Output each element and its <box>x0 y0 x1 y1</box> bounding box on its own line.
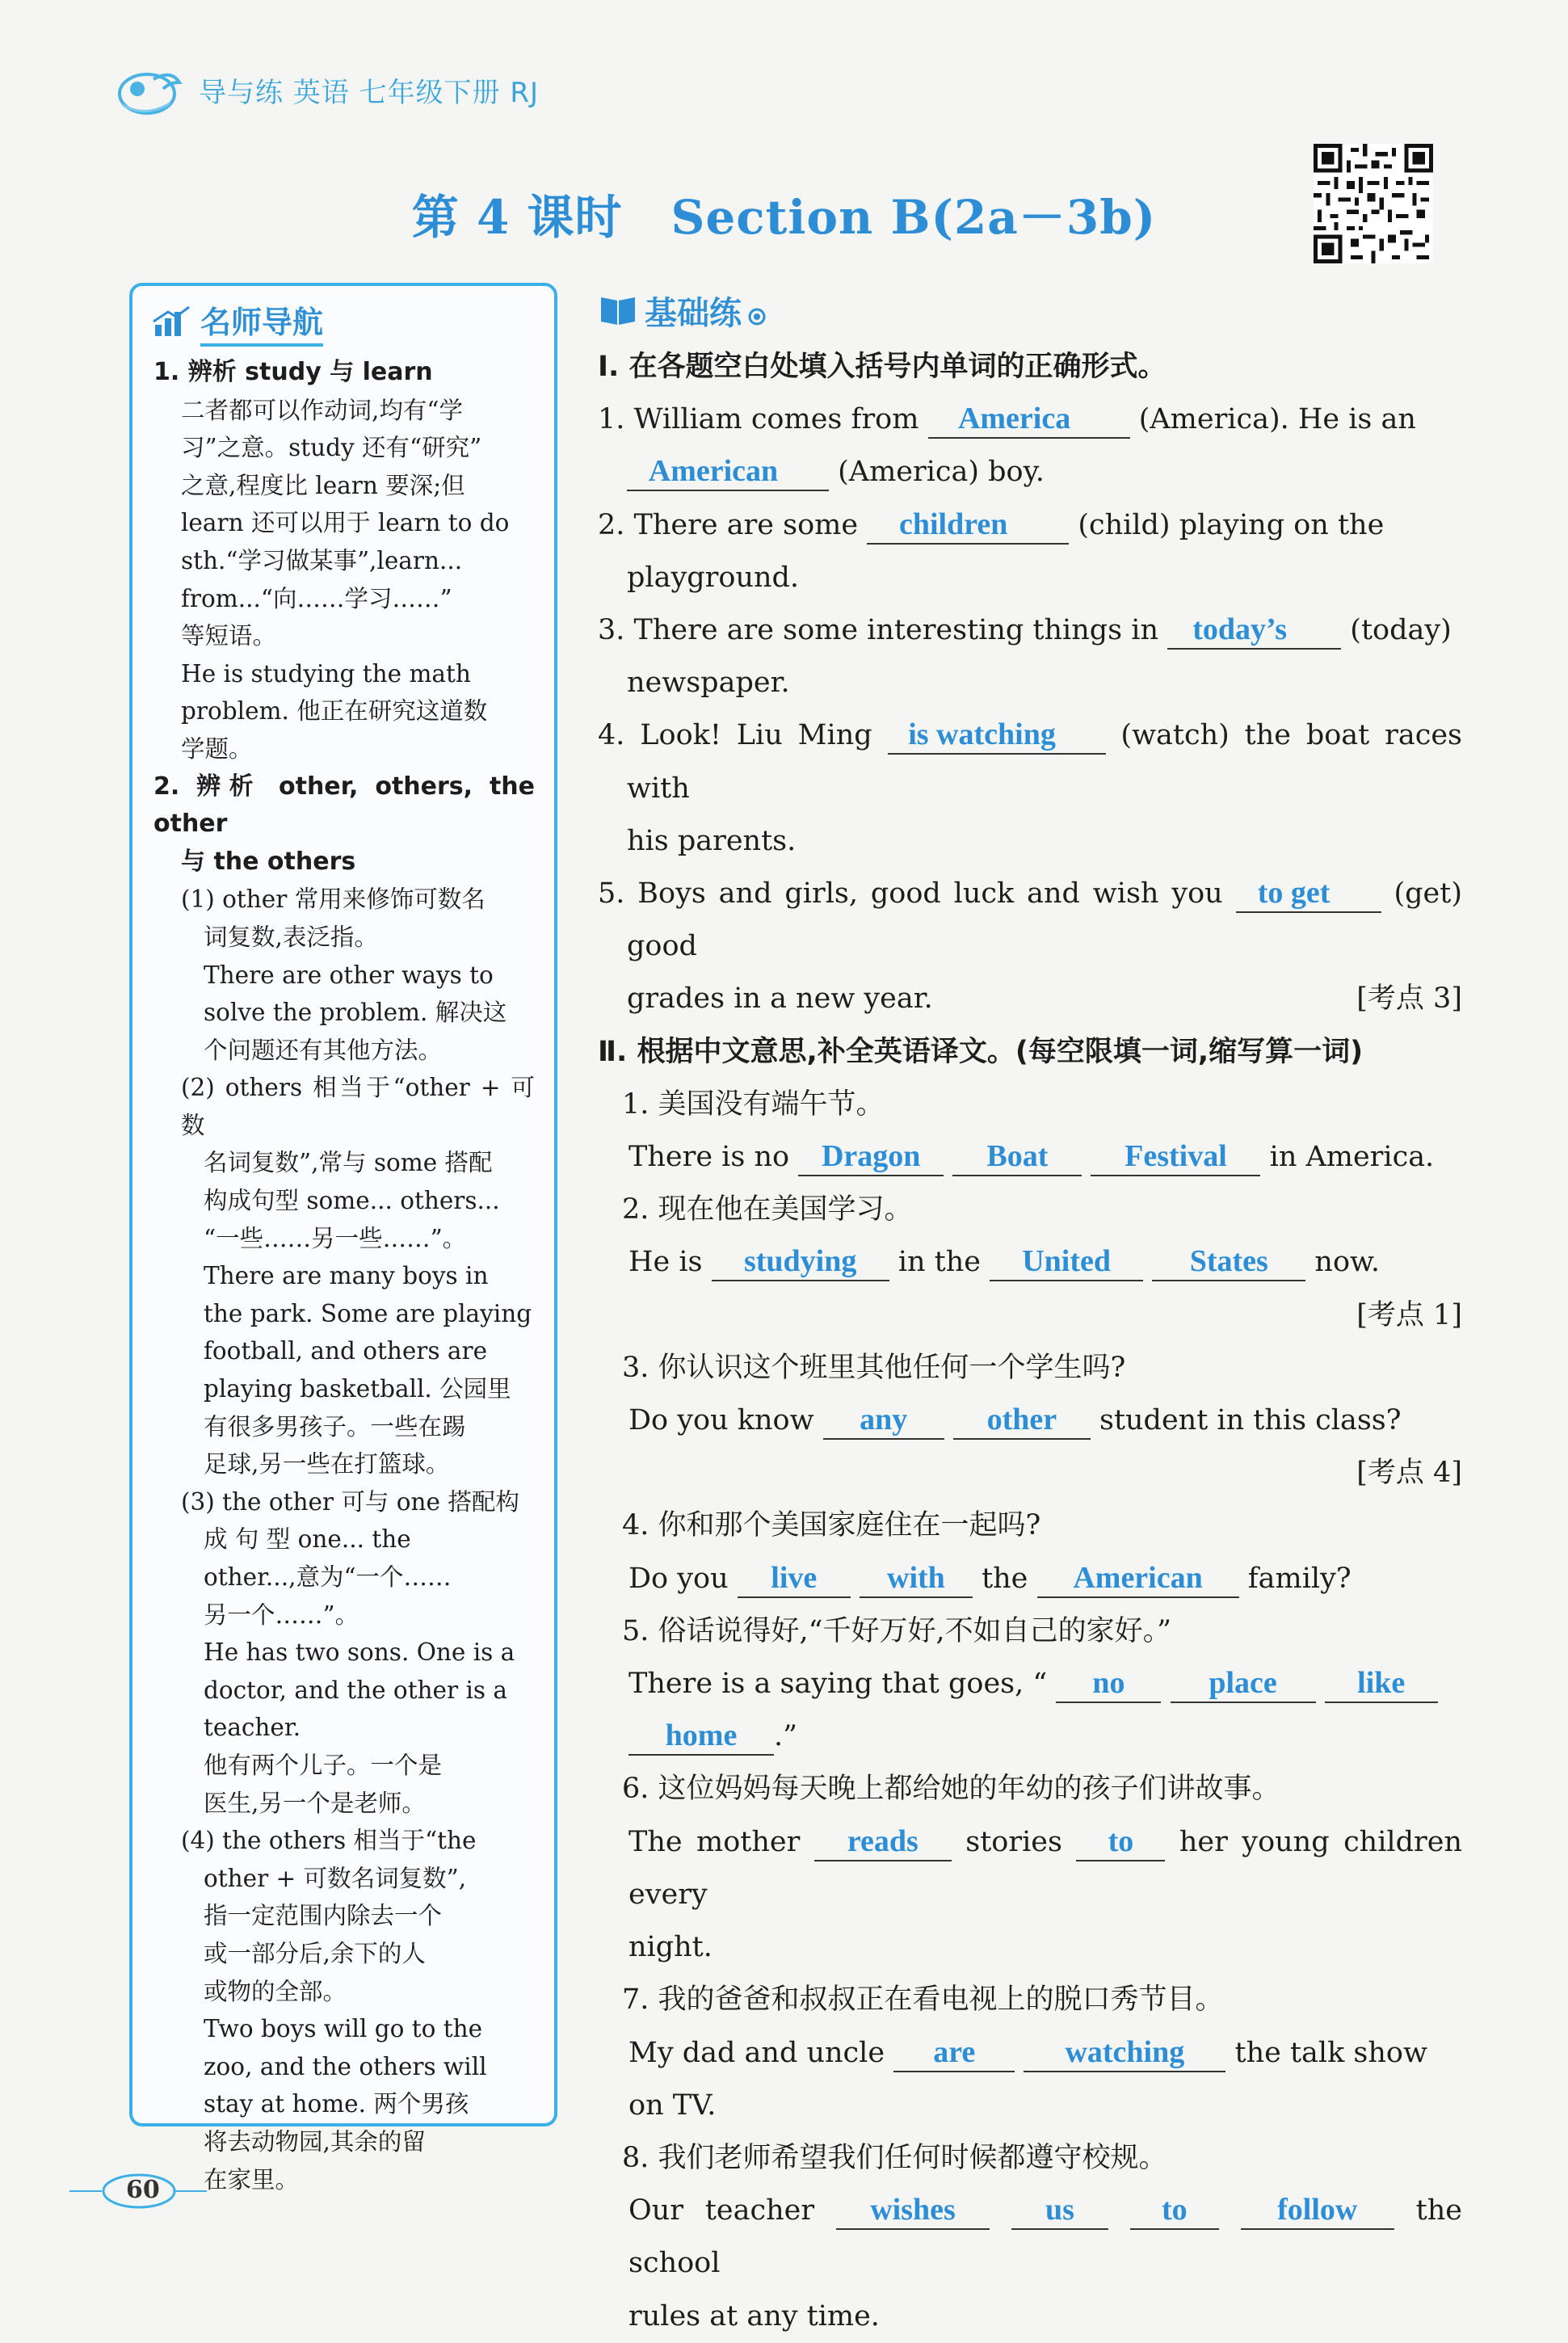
guide-example: problem. 他正在研究这道数 <box>181 697 488 726</box>
answer-blank[interactable]: American <box>1037 1559 1239 1598</box>
question-text: There is a saying that goes, “ <box>628 1668 1048 1701</box>
question-text: My dad and uncle <box>628 2036 885 2069</box>
answer-blank[interactable]: to <box>1130 2191 1219 2230</box>
translation-6-chinese: 6. 这位妈妈每天晚上都给她的年幼的孩子们讲故事。 <box>622 1773 1280 1806</box>
question-text: (watch) the boat races with <box>627 719 1462 805</box>
answer-blank[interactable]: no <box>1056 1664 1161 1703</box>
question-text: on TV. <box>628 2089 717 2122</box>
question-text: the <box>982 1562 1028 1595</box>
chart-bars-icon <box>152 305 192 338</box>
series-title: 导与练 英语 七年级下册 RJ <box>199 76 540 109</box>
question-1 <box>598 393 1462 498</box>
answer-blank[interactable]: other <box>953 1401 1091 1440</box>
question-text: The mother <box>628 1825 801 1858</box>
question-text: rules at any time. <box>628 2299 880 2332</box>
question-text: 1. William comes from <box>598 403 919 436</box>
question-text: playground. <box>627 561 800 594</box>
teacher-guide-heading <box>152 299 323 344</box>
question-text: student in this class? <box>1099 1404 1402 1437</box>
guide-example: 足球,另一些在打篮球。 <box>204 1450 450 1479</box>
guide-example: 他有两个儿子。一个是 <box>204 1751 443 1779</box>
question-3 <box>598 604 1462 709</box>
guide-text: (2) others 相当于“other + 可数 <box>181 1074 535 1139</box>
exercise-column <box>598 286 1462 2332</box>
section-label: Section B(2a－3b) <box>670 190 1157 245</box>
guide-example: 有很多男孩子。一些在踢 <box>204 1412 466 1441</box>
guide-example: teacher. <box>204 1714 301 1742</box>
guide-example: doctor, and the other is a <box>204 1676 508 1704</box>
guide-example: There are many boys in <box>204 1262 489 1290</box>
question-text: family? <box>1247 1562 1352 1595</box>
guide-text: (1) other 常用来修饰可数名 <box>181 885 486 914</box>
page-number: 60 <box>126 2176 160 2204</box>
translation-6-english <box>598 1816 1462 1975</box>
question-text: (today) <box>1350 614 1452 647</box>
answer-blank[interactable]: place <box>1171 1664 1316 1703</box>
translation-3-english <box>598 1394 1462 1490</box>
answer-blank[interactable]: Festival <box>1091 1138 1260 1176</box>
guide-text: other + 可数名词复数”, <box>204 1864 467 1892</box>
guide-text: 指一定范围内除去一个 <box>204 1902 443 1930</box>
answer-blank[interactable]: to get <box>1236 874 1381 913</box>
answer-blank[interactable]: watching <box>1024 2034 1225 2072</box>
question-text: (America). He is an <box>1138 403 1416 436</box>
question-text: in America. <box>1269 1141 1435 1174</box>
guide-text: 或一部分后,余下的人 <box>204 1939 426 1967</box>
question-4 <box>598 709 1462 868</box>
book-icon <box>598 292 638 328</box>
answer-blank[interactable]: to <box>1076 1823 1165 1861</box>
guide-example: the park. Some are playing <box>204 1299 532 1327</box>
guide-example: 学题。 <box>181 734 253 763</box>
question-text: 3. There are some interesting things in <box>598 614 1159 647</box>
question-text: her young children every <box>628 1825 1462 1911</box>
guide-point-2: 2. 辨析 other, others, the other <box>153 772 535 839</box>
translation-3-chinese: 3. 你认识这个班里其他任何一个学生吗? <box>622 1351 1126 1384</box>
answer-blank[interactable]: United <box>990 1243 1143 1281</box>
question-text: night. <box>628 1931 713 1964</box>
guide-example: playing basketball. 公园里 <box>204 1375 511 1403</box>
question-text: Do you <box>628 1562 729 1595</box>
guide-text: 之意,程度比 learn 要深;但 <box>181 471 465 499</box>
question-text: 2. There are some <box>598 508 859 541</box>
question-text: the school <box>628 2194 1462 2280</box>
answer-blank[interactable]: live <box>738 1559 851 1598</box>
question-text: Do you know <box>628 1404 814 1437</box>
guide-text: learn 还可以用于 learn to do <box>181 509 510 537</box>
question-text: his parents. <box>627 824 797 857</box>
qr-code-icon[interactable] <box>1314 144 1433 263</box>
translation-7-english <box>598 2027 1462 2132</box>
target-dot-icon <box>748 308 766 326</box>
guide-example: zoo, and the others will <box>204 2052 487 2080</box>
answer-blank[interactable]: States <box>1152 1243 1305 1281</box>
guide-text: 另一个……”。 <box>204 1601 359 1629</box>
question-text: stories <box>965 1825 1062 1858</box>
guide-example: There are other ways to <box>204 961 494 989</box>
basic-practice-title: 基础练 <box>645 294 742 332</box>
translation-2-chinese: 2. 现在他在美国学习。 <box>622 1193 913 1226</box>
question-text: in the <box>898 1246 981 1279</box>
guide-example: 将去动物园,其余的留 <box>204 2127 426 2156</box>
translation-8-english <box>598 2185 1462 2343</box>
guide-example: Two boys will go to the <box>204 2015 483 2043</box>
translation-2-english <box>598 1236 1462 1331</box>
question-text: the talk show <box>1234 2036 1427 2069</box>
guide-point-1: 1. 辨析 study 与 learn <box>153 358 433 386</box>
exercise-content <box>598 341 1462 2343</box>
guide-example: 个问题还有其他方法。 <box>204 1036 443 1064</box>
translation-4-english <box>598 1553 1462 1605</box>
answer-blank[interactable]: is watching <box>888 716 1106 755</box>
guide-text: (3) the other 可与 one 搭配构 <box>181 1487 519 1516</box>
guide-example: football, and others are <box>204 1337 488 1365</box>
running-head <box>113 61 539 118</box>
guide-text: 二者都可以作动词,均有“学 <box>181 396 463 424</box>
guide-text: “一些……另一些……”。 <box>204 1224 467 1252</box>
translation-1-english <box>598 1131 1462 1184</box>
question-text: (America) boy. <box>838 456 1045 489</box>
guide-text: 成 句 型 one... the <box>204 1525 411 1554</box>
answer-blank[interactable]: studying <box>712 1243 889 1281</box>
question-text: now. <box>1314 1246 1380 1279</box>
guide-text: sth.“学习做某事”,learn... <box>181 546 463 574</box>
question-text: newspaper. <box>627 667 790 700</box>
answer-blank[interactable]: wishes <box>836 2191 990 2230</box>
teacher-guide-content <box>153 354 535 2198</box>
answer-blank[interactable]: children <box>867 506 1069 545</box>
guide-point-2: 与 the others <box>181 847 356 876</box>
lesson-number: 第 4 课时 <box>411 190 623 245</box>
question-text: grades in a new year. <box>627 982 933 1016</box>
guide-example: 在家里。 <box>204 2165 300 2194</box>
exam-point-tag: [考点 3] <box>1356 982 1462 1016</box>
answer-blank[interactable]: reads <box>814 1823 952 1861</box>
section-2-instructions: Ⅱ. 根据中文意思,补全英语译文。(每空限填一词,缩写算一词) <box>598 1035 1364 1068</box>
guide-text: (4) the others 相当于“the <box>181 1827 477 1855</box>
guide-text: 习”之意。study 还有“研究” <box>181 434 482 462</box>
answer-blank[interactable]: American <box>627 452 829 491</box>
answer-blank[interactable]: any <box>823 1401 944 1440</box>
question-text: 5. Boys and girls, good luck and wish you <box>598 877 1223 911</box>
guide-example: 医生,另一个是老师。 <box>204 1789 426 1817</box>
question-text: .” <box>774 1720 798 1753</box>
guide-text: 或物的全部。 <box>204 1977 347 2005</box>
guide-text: from...“向……学习……” <box>181 584 452 612</box>
exam-point-tag: [考点 4] <box>1356 1457 1462 1490</box>
question-text: 4. Look! Liu Ming <box>598 719 872 752</box>
translation-4-chinese: 4. 你和那个美国家庭住在一起吗? <box>622 1509 1041 1542</box>
answer-blank[interactable]: like <box>1325 1664 1438 1703</box>
guide-text: 名词复数”,常与 some 搭配 <box>204 1149 493 1177</box>
answer-blank[interactable]: today’s <box>1167 611 1341 650</box>
answer-blank[interactable]: us <box>1011 2191 1108 2230</box>
answer-blank[interactable]: Boat <box>952 1138 1082 1176</box>
question-text: Our teacher <box>628 2194 815 2227</box>
answer-blank[interactable]: follow <box>1241 2191 1394 2230</box>
guide-example: He is studying the math <box>181 659 471 688</box>
translation-5-english <box>598 1658 1462 1763</box>
question-text: (child) playing on the <box>1078 508 1385 541</box>
answer-blank[interactable]: with <box>860 1559 973 1598</box>
answer-blank[interactable]: home <box>628 1717 774 1756</box>
answer-blank[interactable]: America <box>928 400 1130 439</box>
question-2 <box>598 499 1462 604</box>
guide-text: 构成句型 some... others... <box>204 1187 500 1215</box>
question-5 <box>598 868 1462 1026</box>
guide-text: 等短语。 <box>181 622 277 650</box>
guide-text: 词复数,表泛指。 <box>204 923 378 951</box>
section-1-instructions: Ⅰ. 在各题空白处填入括号内单词的正确形式。 <box>598 351 1167 383</box>
question-text: He is <box>628 1246 703 1279</box>
answer-blank[interactable]: Dragon <box>798 1138 944 1176</box>
translation-7-chinese: 7. 我的爸爸和叔叔正在看电视上的脱口秀节目。 <box>622 1983 1224 2017</box>
question-text: (get) good <box>627 877 1462 963</box>
basic-practice-badge <box>598 286 1462 334</box>
guide-text: other...,意为“一个…… <box>204 1563 452 1591</box>
teacher-guide-title: 名师导航 <box>200 297 323 347</box>
guide-example: solve the problem. 解决这 <box>204 999 507 1027</box>
question-text: There is no <box>628 1141 790 1174</box>
translation-1-chinese: 1. 美国没有端午节。 <box>622 1087 885 1121</box>
answer-blank[interactable]: are <box>893 2034 1015 2072</box>
translation-5-chinese: 5. 俗话说得好,“千好万好,不如自己的家好。” <box>622 1614 1172 1647</box>
exam-point-tag: [考点 1] <box>1356 1298 1462 1331</box>
translation-8-chinese: 8. 我们老师希望我们任何时候都遵守校规。 <box>622 2141 1167 2174</box>
guide-example: He has two sons. One is a <box>204 1638 515 1667</box>
guide-example: stay at home. 两个男孩 <box>204 2090 469 2118</box>
bird-logo-icon <box>113 61 184 118</box>
